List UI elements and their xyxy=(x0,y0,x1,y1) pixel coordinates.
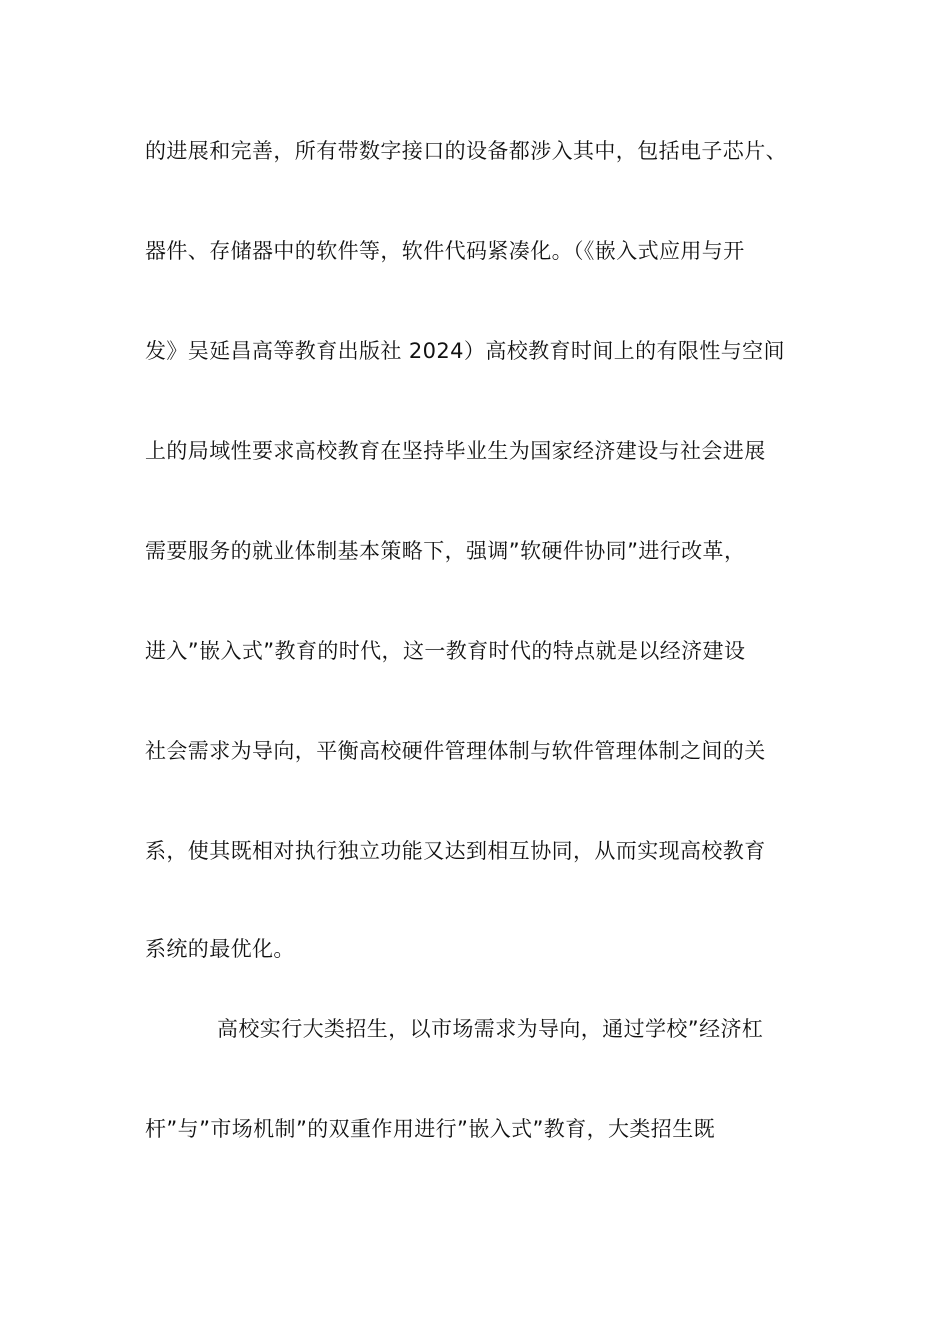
text-line: 杆”与”市场机制”的双重作用进行”嵌入式”教育，大类招生既 xyxy=(145,1117,715,1141)
text-line: 需要服务的就业体制基本策略下，强调”软硬件协同”进行改革， xyxy=(145,539,746,563)
text-line: 上的局域性要求高校教育在坚持毕业生为国家经济建设与社会进展 xyxy=(145,439,766,463)
text-line: 进入”嵌入式”教育的时代，这一教育时代的特点就是以经济建设 xyxy=(145,639,746,663)
text-line: 的进展和完善，所有带数字接口的设备都涉入其中，包括电子芯片、 xyxy=(145,139,787,163)
paragraph-first-line: 高校实行大类招生，以市场需求为导向，通过学校”经济杠 xyxy=(217,1017,764,1041)
text-line: 社会需求为导向，平衡高校硬件管理体制与软件管理体制之间的关 xyxy=(145,739,766,763)
text-line: 系统的最优化。 xyxy=(145,937,295,961)
text-line: 系，使其既相对执行独立功能又达到相互协同，从而实现高校教育 xyxy=(145,839,766,863)
text-line: 发》吴延昌高等教育出版社 2024）高校教育时间上的有限性与空间 xyxy=(145,339,785,363)
text-line: 器件、存储器中的软件等，软件代码紧凑化。（《嵌入式应用与开 xyxy=(145,239,745,263)
